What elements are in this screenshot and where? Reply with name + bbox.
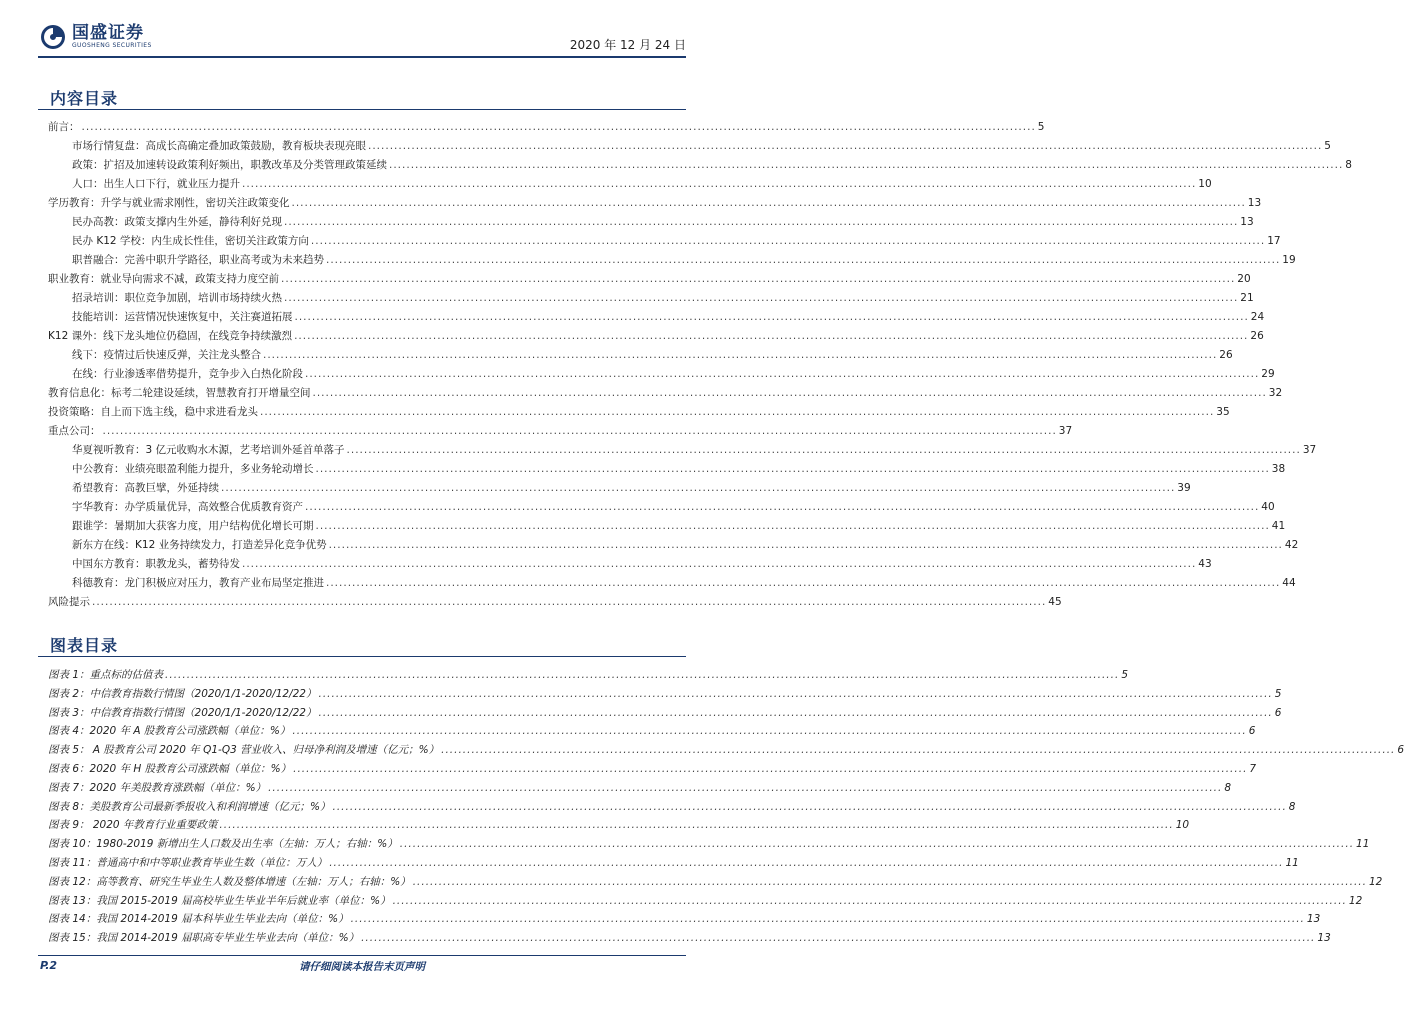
figure-entry-page: 12 xyxy=(1348,894,1363,907)
toc-entry-page: 45 xyxy=(1048,596,1062,608)
figure-entry-page: 6 xyxy=(1248,725,1256,738)
figure-entry-leader: ............................................................................................................................................................................................................................ xyxy=(292,725,1247,738)
toc-entry[interactable] xyxy=(72,154,1352,172)
toc-entry-leader: ............................................................................................................................................................................................................................ xyxy=(242,178,1197,190)
toc-entry[interactable] xyxy=(72,344,1233,362)
toc-entry-page: 13 xyxy=(1240,216,1254,228)
figure-entry-page: 13 xyxy=(1306,913,1321,926)
toc-entry-leader: ............................................................................................................................................................................................................................ xyxy=(102,425,1057,437)
figure-entry-leader: ............................................................................................................................................................................................................................ xyxy=(329,857,1284,869)
toc-entry-text: 重点公司： xyxy=(48,425,101,437)
toc-entry-page: 24 xyxy=(1250,311,1265,323)
figure-entry-text: 图表 14：我国 2014-2019 届本科毕业生毕业去向（单位：%） xyxy=(48,913,349,926)
figure-entry[interactable] xyxy=(48,890,1363,908)
figure-entry-text: 图表 10：1980-2019 新增出生人口数及出生率（左轴：万人；右轴：%） xyxy=(48,838,398,851)
header-divider xyxy=(38,56,686,58)
figure-entry-page: 6 xyxy=(1274,706,1282,719)
toc-entry-text: 中国东方教育：职教龙头，蓄势待发 xyxy=(72,558,240,570)
footer-disclaimer: 请仔细阅读本报告末页声明 xyxy=(299,961,425,973)
figure-entry-leader: ............................................................................................................................................................................................................................ xyxy=(399,838,1355,851)
figure-entry-leader: ............................................................................................................................................................................................................................ xyxy=(318,687,1273,700)
figure-entry-text: 图表 4：2020 年 A 股教育公司涨跌幅（单位：%） xyxy=(48,725,291,738)
toc-entry-text: 新东方在线：K12 业务持续发力，打造差异化竞争优势 xyxy=(72,539,327,551)
toc-entry-text: 线下：疫情过后快速反弹，关注龙头整合 xyxy=(72,349,261,361)
toc-entry-page: 21 xyxy=(1240,292,1254,304)
toc-entry-page: 8 xyxy=(1345,159,1352,171)
figure-entry[interactable] xyxy=(48,908,1321,926)
figure-entry[interactable] xyxy=(48,927,1331,945)
toc-entry-leader: ............................................................................................................................................................................................................................ xyxy=(305,368,1260,380)
brand-logo xyxy=(40,22,152,52)
toc-entry-leader: ............................................................................................................................................................................................................................ xyxy=(389,159,1344,171)
toc-entry-text: 职普融合：完善中职升学路径，职业高考或为未来趋势 xyxy=(72,254,324,266)
toc-entry-leader: ............................................................................................................................................................................................................................ xyxy=(326,254,1281,266)
toc-entry-leader: ............................................................................................................................................................................................................................ xyxy=(315,520,1270,532)
toc-entry[interactable] xyxy=(48,420,1073,438)
figure-entry-leader: ............................................................................................................................................................................................................................ xyxy=(441,744,1396,757)
footer-divider xyxy=(38,955,686,956)
figure-entry[interactable] xyxy=(48,871,1383,889)
toc-entry-page: 42 xyxy=(1284,539,1299,551)
figure-entry[interactable] xyxy=(48,852,1299,870)
toc-entry[interactable] xyxy=(72,477,1191,495)
figure-entry-leader: ............................................................................................................................................................................................................................ xyxy=(165,669,1120,681)
figure-entry-text: 图表 13：我国 2015-2019 届高校毕业生毕业半年后就业率（单位：%） xyxy=(48,894,391,907)
toc-title: 内容目录 xyxy=(50,89,119,108)
toc-entry-page: 17 xyxy=(1267,235,1281,247)
toc-entry-leader: ............................................................................................................................................................................................................................ xyxy=(260,406,1215,418)
figure-entry[interactable] xyxy=(48,814,1190,832)
toc-entry-text: 市场行情复盘：高成长高确定叠加政策鼓励，教育板块表现亮眼 xyxy=(72,140,366,152)
toc-entry-page: 26 xyxy=(1250,330,1264,342)
toc-entry-text: 跟谁学：暑期加大获客力度，用户结构优化增长可期 xyxy=(72,520,314,532)
toc-entry-page: 29 xyxy=(1261,368,1275,380)
brand-logo-icon xyxy=(40,24,66,50)
toc-entry-text: 职业教育：就业导向需求不减，政策支持力度空前 xyxy=(48,273,279,285)
toc-entry-page: 37 xyxy=(1302,444,1317,456)
toc-entry-leader: ............................................................................................................................................................................................................................ xyxy=(294,330,1249,342)
figure-entry-page: 11 xyxy=(1356,838,1370,851)
toc-entry-text: 宇华教育：办学质量优异，高效整合优质教育资产 xyxy=(72,501,303,513)
figure-entry-leader: ............................................................................................................................................................................................................................ xyxy=(332,800,1287,813)
figure-entry[interactable] xyxy=(48,758,1257,776)
toc-entry-leader: ............................................................................................................................................................................................................................ xyxy=(221,482,1176,494)
toc-entry-text: 风险提示 xyxy=(48,596,90,608)
toc-entry-text: 前言： xyxy=(48,121,80,133)
figure-entry-text: 图表 12：高等教育、研究生毕业生人数及整体增速（左轴：万人；右轴：%） xyxy=(48,875,411,888)
toc-entry[interactable] xyxy=(48,591,1062,609)
figure-entry[interactable] xyxy=(48,702,1282,720)
toc-entry-text: 华夏视听教育：3 亿元收购水木源，艺考培训外延首单落子 xyxy=(72,444,345,456)
toc-entry[interactable] xyxy=(72,572,1296,590)
toc-entry-page: 39 xyxy=(1177,482,1191,494)
toc-entry[interactable] xyxy=(48,382,1283,400)
toc-entry-leader: ............................................................................................................................................................................................................................ xyxy=(281,273,1236,285)
figure-entry[interactable] xyxy=(48,833,1370,851)
figure-entry-text: 图表 3：中信教育指数行情图（2020/1/1-2020/12/22） xyxy=(48,706,317,719)
figure-entry-leader: ............................................................................................................................................................................................................................ xyxy=(293,763,1248,775)
toc-entry-text: 民办高教：政策支撑内生外延，静待利好兑现 xyxy=(72,216,282,228)
toc-entry-leader: ............................................................................................................................................................................................................................ xyxy=(326,577,1281,589)
toc-entry-page: 41 xyxy=(1271,520,1286,532)
toc-entry-leader: ............................................................................................................................................................................................................................ xyxy=(310,235,1266,247)
figure-entry-text: 图表 1：重点标的估值表 xyxy=(48,669,164,681)
toc-entry[interactable] xyxy=(72,458,1286,476)
page-number: P.2 xyxy=(40,959,58,972)
figure-entry[interactable] xyxy=(48,777,1232,795)
toc-entry-text: 技能培训：运营情况快速恢复中，关注赛道拓展 xyxy=(72,311,293,323)
page-header xyxy=(0,0,724,60)
toc-entry[interactable] xyxy=(72,230,1281,248)
toc-entry-page: 44 xyxy=(1282,577,1296,589)
report-date: 2020 年 12 月 24 日 xyxy=(569,38,686,52)
figure-entry-page: 5 xyxy=(1274,687,1282,700)
toc-entry-leader: ............................................................................................................................................................................................................................ xyxy=(305,501,1260,513)
figure-entry-leader: ............................................................................................................................................................................................................................ xyxy=(219,819,1174,832)
toc-entry[interactable] xyxy=(72,287,1254,305)
toc-entry-page: 43 xyxy=(1198,558,1212,570)
figures-title-divider xyxy=(38,656,686,657)
toc-entry-page: 35 xyxy=(1216,406,1230,418)
figure-entry-leader: ............................................................................................................................................................................................................................ xyxy=(268,781,1223,794)
figure-entry[interactable] xyxy=(48,739,1404,757)
toc-entry-page: 40 xyxy=(1261,501,1275,513)
figure-entry-page: 6 xyxy=(1397,744,1404,757)
figure-entry-text: 图表 2：中信教育指数行情图（2020/1/1-2020/12/22） xyxy=(48,687,317,700)
toc-entry[interactable] xyxy=(72,496,1275,514)
toc-entry[interactable] xyxy=(48,116,1045,134)
toc-entry-leader: ............................................................................................................................................................................................................................ xyxy=(263,349,1218,361)
figure-entry-text: 图表 15：我国 2014-2019 届职高专毕业生毕业去向（单位：%） xyxy=(48,932,360,945)
figure-entry-page: 10 xyxy=(1175,819,1190,832)
figure-entry-page: 13 xyxy=(1317,932,1331,945)
toc-entry-text: K12 课外：线下龙头地位仍稳固，在线竞争持续激烈 xyxy=(48,330,293,342)
toc-entry-leader: ............................................................................................................................................................................................................................ xyxy=(346,444,1301,456)
toc-entry-text: 中公教育：业绩亮眼盈利能力提升，多业务轮动增长 xyxy=(72,463,314,475)
toc-entry-leader: ............................................................................................................................................................................................................................ xyxy=(81,121,1036,133)
figure-entry-text: 图表 5： A 股教育公司 2020 年 Q1-Q3 营业收入、归母净利润及增速（亿元；%） xyxy=(48,744,440,757)
toc-entry-page: 37 xyxy=(1058,425,1073,437)
toc-entry-leader: ............................................................................................................................................................................................................................ xyxy=(312,387,1267,399)
toc-entry-page: 26 xyxy=(1219,349,1233,361)
toc-entry-text: 教育信息化：标考二轮建设延续，智慧教育打开增量空间 xyxy=(48,387,311,399)
toc-entry-page: 38 xyxy=(1271,463,1286,475)
figure-entry-text: 图表 6：2020 年 H 股教育公司涨跌幅（单位：%） xyxy=(48,763,292,775)
toc-entry-page: 20 xyxy=(1237,273,1251,285)
toc-entry-text: 投资策略：自上而下选主线，稳中求进看龙头 xyxy=(48,406,258,418)
figure-entry-text: 图表 9： 2020 年教育行业重要政策 xyxy=(48,819,218,832)
figure-entry[interactable] xyxy=(48,683,1282,701)
brand-name-cn: 国盛证券 xyxy=(72,23,144,43)
toc-entry-text: 政策：扩招及加速转设政策利好频出，职教改革及分类管理政策延续 xyxy=(72,159,387,171)
figure-entry-page: 5 xyxy=(1121,669,1129,681)
figures-title: 图表目录 xyxy=(50,636,119,655)
figure-entry-page: 11 xyxy=(1285,857,1299,869)
toc-entry-page: 13 xyxy=(1247,197,1262,209)
toc-entry[interactable] xyxy=(72,515,1286,533)
figure-entry-page: 8 xyxy=(1224,781,1232,794)
toc-entry-leader: ............................................................................................................................................................................................................................ xyxy=(284,216,1239,228)
figure-entry-text: 图表 8：美股教育公司最新季报收入和利润增速（亿元；%） xyxy=(48,800,331,813)
toc-entry-text: 在线：行业渗透率借势提升，竞争步入白热化阶段 xyxy=(72,368,303,380)
figure-entry[interactable] xyxy=(48,664,1129,682)
figure-entry-page: 12 xyxy=(1368,875,1383,888)
figure-entry-leader: ............................................................................................................................................................................................................................ xyxy=(350,913,1305,926)
toc-entry-leader: ............................................................................................................................................................................................................................ xyxy=(294,311,1249,323)
figure-entry-leader: ............................................................................................................................................................................................................................ xyxy=(318,706,1273,719)
toc-entry[interactable] xyxy=(48,325,1264,343)
toc-entry-leader: ............................................................................................................................................................................................................................ xyxy=(242,558,1197,570)
figure-entry[interactable] xyxy=(48,796,1296,814)
figure-entry-text: 图表 7：2020 年美股教育涨跌幅（单位：%） xyxy=(48,781,267,794)
toc-entry-text: 人口：出生人口下行，就业压力提升 xyxy=(72,178,240,190)
toc-entry-page: 5 xyxy=(1037,121,1045,133)
toc-entry-page: 5 xyxy=(1324,140,1331,152)
toc-entry[interactable] xyxy=(72,363,1275,381)
toc-entry-text: 招录培训：职位竞争加剧，培训市场持续火热 xyxy=(72,292,282,304)
figure-entry-leader: ............................................................................................................................................................................................................................ xyxy=(361,932,1316,945)
toc-entry-text: 民办 K12 学校：内生成长性佳，密切关注政策方向 xyxy=(72,235,309,247)
figure-entry-page: 7 xyxy=(1249,763,1257,775)
figure-entry-leader: ............................................................................................................................................................................................................................ xyxy=(412,875,1367,888)
brand-name-en: GUOSHENG SECURITIES xyxy=(72,42,152,49)
toc-entry-leader: ............................................................................................................................................................................................................................ xyxy=(328,539,1283,551)
toc-entry-leader: ............................................................................................................................................................................................................................ xyxy=(92,596,1047,608)
toc-entry-text: 学历教育：升学与就业需求刚性，密切关注政策变化 xyxy=(48,197,290,209)
toc-entry[interactable] xyxy=(72,135,1331,153)
toc-entry[interactable] xyxy=(72,249,1296,267)
toc-entry[interactable] xyxy=(72,211,1254,229)
toc-entry[interactable] xyxy=(72,439,1317,457)
toc-entry[interactable] xyxy=(48,268,1251,286)
toc-entry[interactable] xyxy=(48,192,1262,210)
figure-entry-text: 图表 11：普通高中和中等职业教育毕业生数（单位：万人） xyxy=(48,857,328,869)
toc-entry-page: 32 xyxy=(1268,387,1283,399)
toc-entry-text: 科德教育：龙门积极应对压力，教育产业布局坚定推进 xyxy=(72,577,324,589)
toc-entry-page: 19 xyxy=(1282,254,1296,266)
toc-entry-leader: ............................................................................................................................................................................................................................ xyxy=(368,140,1323,152)
toc-entry[interactable] xyxy=(48,401,1230,419)
toc-entry[interactable] xyxy=(72,173,1212,191)
figure-entry-leader: ............................................................................................................................................................................................................................ xyxy=(392,894,1347,907)
figure-entry-page: 8 xyxy=(1288,800,1296,813)
toc-entry-page: 10 xyxy=(1198,178,1212,190)
toc-entry-leader: ............................................................................................................................................................................................................................ xyxy=(291,197,1246,209)
toc-entry[interactable] xyxy=(72,553,1212,571)
toc-entry-text: 希望教育：高教巨擘，外延持续 xyxy=(72,482,219,494)
toc-entry[interactable] xyxy=(72,534,1299,552)
toc-entry-leader: ............................................................................................................................................................................................................................ xyxy=(284,292,1239,304)
toc-entry[interactable] xyxy=(72,306,1265,324)
toc-entry-leader: ............................................................................................................................................................................................................................ xyxy=(315,463,1270,475)
toc-title-divider xyxy=(38,109,686,110)
figure-entry[interactable] xyxy=(48,720,1256,738)
